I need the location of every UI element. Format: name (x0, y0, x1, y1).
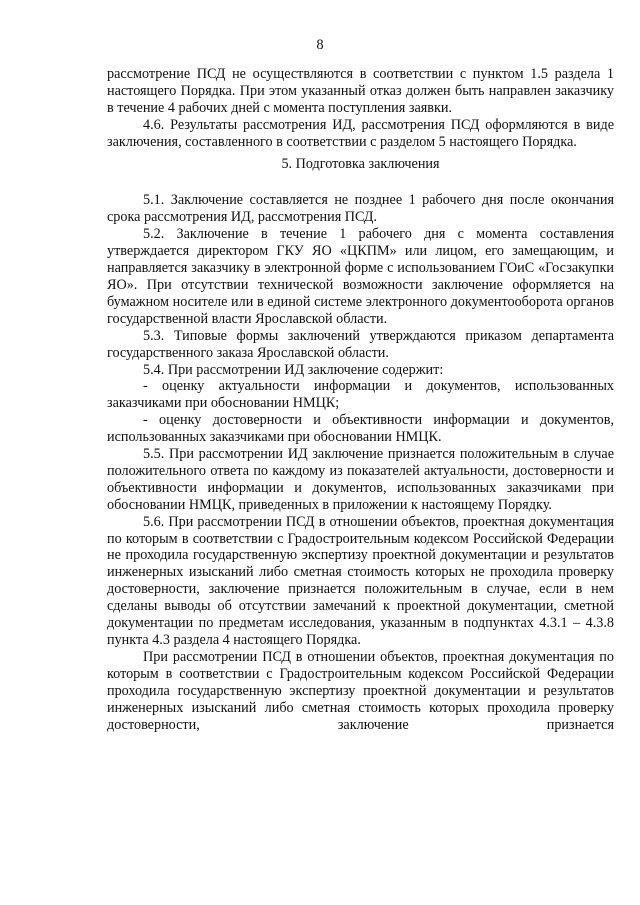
section-heading: 5. Подготовка заключения (281, 155, 440, 172)
page-number: 8 (316, 37, 324, 53)
document-body (107, 66, 614, 733)
paragraph-5-4: 5.4. При рассмотрении ИД заключение содержит: (143, 361, 444, 378)
list-item-reliability: - оценку достоверности и объективности информации и документов, использованных заказчиками при обосновании НМЦК. (107, 412, 614, 446)
paragraph-5-2: 5.2. Заключение в течение 1 рабочего дня с момента составления утверждается директором ГКУ ЯО «ЦКПМ» или лицом, его замещающим, и направляется заказчику в электронной форме с использованием ГОиС «Госзакупки ЯО». При отсутствии технической возможности заключение оформляется на бумажном носителе или в единой системе электронного документооборота органов государственной власти Ярославской области. (107, 226, 614, 327)
paragraph-5-6: 5.6. При рассмотрении ПСД в отношении объектов, проектная документация по которым в соответствии с Градостроительным кодексом Российской Федерации не проходила государственную экспертизу проектной документации и результатов инженерных изысканий либо сметная стоимость которых не проходила проверку достоверности, заключение признается положительным в случае, если в нем сделаны выводы об отсутствии замечаний к проектной документации, сметной документации по предметам исследования, указанным в подпунктах 4.3.1 – 4.3.8 пункта 4.3 раздела 4 настоящего Порядка. (107, 513, 614, 648)
list-item-relevance: - оценку актуальности информации и документов, использованных заказчиками при обосновании НМЦК; (107, 378, 614, 412)
paragraph-4-6: 4.6. Результаты рассмотрения ИД, рассмотрения ПСД оформляются в виде заключения, составленного в соответствии с разделом 5 настоящего Порядка. (107, 116, 614, 150)
paragraph-5-6-continued: При рассмотрении ПСД в отношении объектов, проектная документация по которым в соответствии с Градостроительным кодексом Российской Федерации проходила государственную экспертизу проектной документации и результатов инженерных изысканий либо сметная стоимость которых проходила проверку достоверности, заключение признается (107, 648, 614, 733)
paragraph-5-5: 5.5. При рассмотрении ИД заключение признается положительным в случае положительного ответа по каждому из показателей актуальности, достоверности и объективности информации и документов, использованных заказчиками при обосновании НМЦК, приведенных в приложении к настоящему Порядку. (107, 446, 614, 513)
paragraph-5-3: 5.3. Типовые формы заключений утверждаются приказом департамента государственного заказа Ярославской области. (107, 327, 614, 361)
paragraph-continuation: рассмотрение ПСД не осуществляются в соответствии с пунктом 1.5 раздела 1 настоящего Порядка. При этом указанный отказ должен быть направлен заказчику в течение 4 рабочих дней с момента поступления заявки. (107, 66, 614, 116)
paragraph-5-1: 5.1. Заключение составляется не позднее 1 рабочего дня после окончания срока рассмотрения ИД, рассмотрения ПСД. (107, 192, 614, 226)
